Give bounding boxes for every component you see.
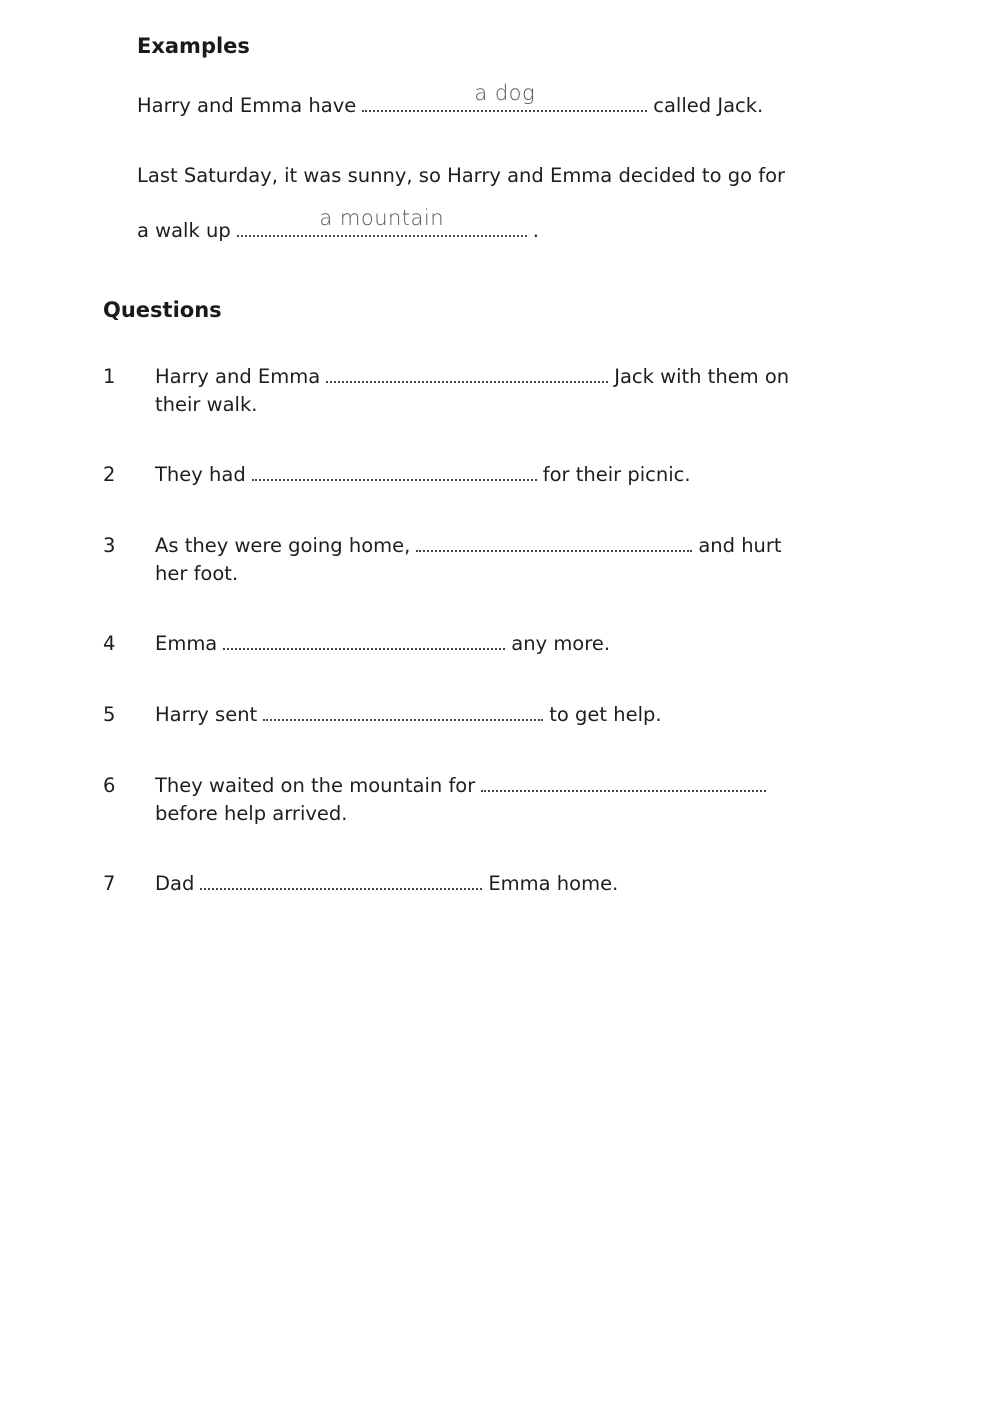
question-4-after: any more.	[511, 632, 611, 655]
question-7-before: Dad	[155, 872, 195, 895]
question-5-after: to get help.	[549, 703, 662, 726]
question-5-number: 5	[103, 703, 116, 726]
questions-heading: Questions	[103, 298, 222, 322]
question-4-blank[interactable]	[223, 645, 505, 650]
example-1-after: called Jack.	[653, 94, 764, 117]
question-3-continuation: her foot.	[155, 562, 239, 585]
question-7-blank[interactable]	[200, 885, 482, 890]
example-1-before: Harry and Emma have	[137, 94, 357, 117]
example-1	[137, 81, 764, 117]
question-6-blank[interactable]	[481, 787, 766, 792]
example-2	[137, 206, 539, 242]
question-1-before: Harry and Emma	[155, 365, 321, 388]
question-2-after: for their picnic.	[542, 463, 691, 486]
example-1-blank	[362, 81, 647, 112]
question-6	[155, 776, 772, 796]
question-4-before: Emma	[155, 632, 218, 655]
question-3-before: As they were going home,	[155, 534, 411, 557]
question-5	[155, 705, 662, 725]
question-2	[155, 465, 691, 485]
question-6-before: They waited on the mountain for	[155, 774, 476, 797]
example-2-line-1: Last Saturday, it was sunny, so Harry and Emma decided to go for	[137, 164, 786, 187]
question-7	[155, 874, 618, 894]
question-3-after: and hurt	[698, 534, 782, 557]
question-1-continuation: their walk.	[155, 393, 258, 416]
question-2-number: 2	[103, 463, 116, 486]
question-7-after: Emma home.	[488, 872, 619, 895]
question-2-before: They had	[155, 463, 246, 486]
question-5-blank[interactable]	[263, 716, 543, 721]
examples-heading: Examples	[137, 34, 250, 58]
question-1	[155, 367, 789, 387]
example-2-after: .	[532, 219, 539, 242]
question-5-before: Harry sent	[155, 703, 258, 726]
question-3-blank[interactable]	[416, 547, 692, 552]
question-6-continuation: before help arrived.	[155, 802, 348, 825]
question-4	[155, 634, 610, 654]
question-6-number: 6	[103, 774, 116, 797]
question-1-number: 1	[103, 365, 116, 388]
question-3	[155, 536, 782, 556]
question-1-after: Jack with them on	[614, 365, 790, 388]
example-2-blank	[237, 206, 527, 237]
example-2-answer: a mountain	[319, 206, 445, 230]
question-3-number: 3	[103, 534, 116, 557]
question-1-blank[interactable]	[326, 378, 608, 383]
example-2-before: a walk up	[137, 219, 231, 242]
example-1-answer: a dog	[474, 81, 536, 105]
question-7-number: 7	[103, 872, 116, 895]
question-4-number: 4	[103, 632, 116, 655]
question-2-blank[interactable]	[252, 476, 537, 481]
